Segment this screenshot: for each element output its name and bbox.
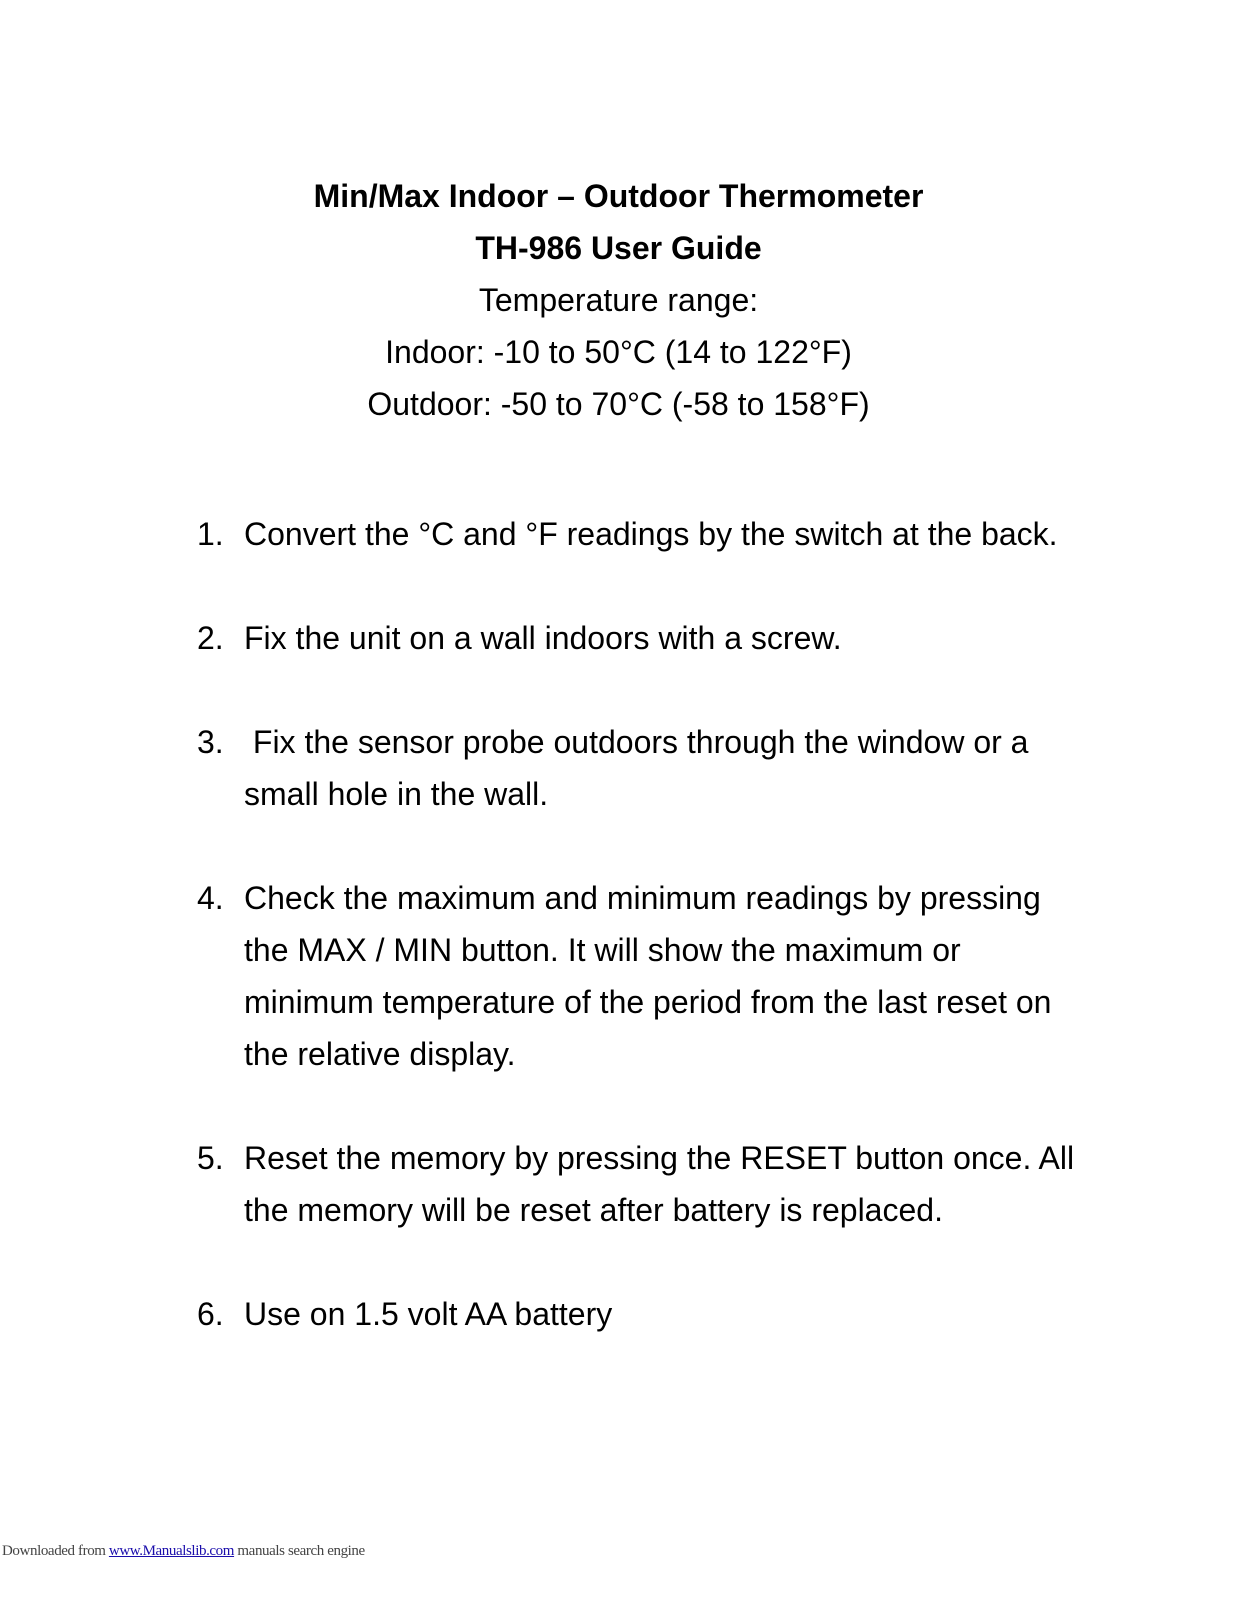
temperature-range-label: Temperature range: — [478, 282, 759, 318]
list-item-number: 3. — [197, 724, 224, 760]
indoor-range: Indoor: -10 to 50°C (14 to 122°F) — [385, 334, 852, 370]
list-item — [197, 508, 1087, 560]
list-item — [197, 872, 1087, 1080]
list-item-number: 4. — [197, 880, 224, 916]
document-subtitle: TH-986 User Guide — [475, 230, 762, 266]
list-item-number: 6. — [197, 1296, 224, 1332]
list-item — [197, 716, 1087, 820]
list-item-text: Fix the unit on a wall indoors with a screw. — [244, 620, 842, 656]
list-item-number: 1. — [197, 516, 224, 552]
footer-prefix: Downloaded from — [2, 1543, 109, 1559]
list-item-text: Reset the memory by pressing the RESET button once. All the memory will be reset after battery is replaced. — [244, 1140, 1083, 1228]
manualslib-link[interactable]: www.Manualslib.com — [108, 1543, 235, 1559]
list-item-text: Fix the sensor probe outdoors through the window or a small hole in the wall. — [244, 724, 1038, 812]
download-footer — [2, 1541, 365, 1561]
footer-suffix: manuals search engine — [234, 1543, 365, 1559]
list-item-number: 5. — [197, 1140, 224, 1176]
instruction-list — [197, 508, 1087, 1392]
list-item-number: 2. — [197, 620, 224, 656]
list-item — [197, 612, 1087, 664]
list-item — [197, 1288, 1087, 1340]
list-item-text: Use on 1.5 volt AA battery — [244, 1296, 613, 1332]
outdoor-range: Outdoor: -50 to 70°C (-58 to 158°F) — [367, 386, 870, 422]
list-item — [197, 1132, 1087, 1236]
list-item-text: Convert the °C and °F readings by the switch at the back. — [244, 516, 1058, 552]
document-title: Min/Max Indoor – Outdoor Thermometer — [313, 178, 924, 214]
list-item-text: Check the maximum and minimum readings by pressing the MAX / MIN button. It will show the maximum or minimum temperature of the period from the last reset on the relative display. — [244, 880, 1061, 1072]
document-header — [0, 170, 1237, 430]
